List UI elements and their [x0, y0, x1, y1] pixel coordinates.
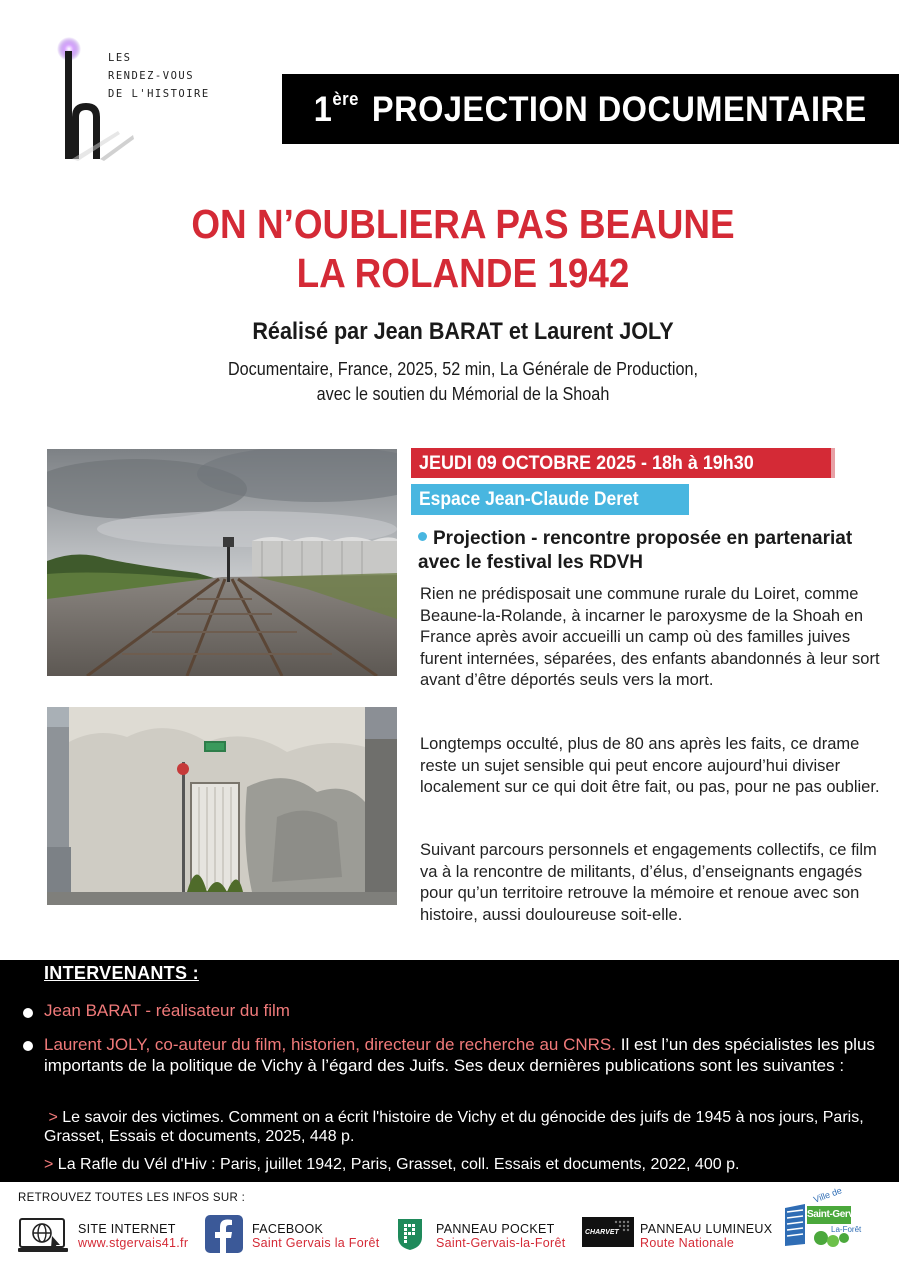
- town-logo: [783, 1185, 867, 1252]
- footer-item-pocket[interactable]: [436, 1222, 566, 1250]
- facebook-icon[interactable]: [205, 1215, 243, 1253]
- header-banner: [282, 74, 899, 144]
- charvet-logo: [582, 1217, 634, 1247]
- banner-number: 1: [314, 89, 333, 129]
- footer-site-url[interactable]: www.stgervais41.fr: [78, 1236, 189, 1250]
- film-title: [46, 200, 879, 298]
- footer-lumineux-label: PANNEAU LUMINEUX: [640, 1222, 773, 1236]
- charvet-logo-text: CHARVET: [585, 1229, 619, 1236]
- event-place-box: [411, 484, 689, 515]
- publication-marker: >: [48, 1109, 58, 1126]
- footer-item-lumineux: [640, 1222, 772, 1250]
- directors-line: Réalisé par Jean BARAT et Laurent JOLY: [252, 318, 674, 345]
- footer-pocket-label: PANNEAU POCKET: [436, 1222, 555, 1236]
- globe-computer-icon: [18, 1218, 70, 1254]
- publication-1-text: Le savoir des victimes. Comment on a écrit l'histoire de Vichy et du génocide des juifs de 1945 à nos jours, Paris, Grasset, Essais et documents, 2025, 448 p.: [44, 1109, 864, 1145]
- railway-tracks-photo: [47, 449, 397, 676]
- event-place: Espace Jean-Claude Deret: [419, 489, 639, 510]
- description-paragraph-3: Suivant parcours personnels et engagements collectifs, ce film va à la rencontre de militants, d’élus, d’enseignants engagés pour qu’un territoire retrouve la mémoire et renoue avec son histoire, aussi douloureuse soit-elle.: [420, 841, 877, 924]
- town-logo-line-3: La-Forêt: [831, 1225, 862, 1234]
- event-headline: [418, 527, 878, 575]
- footer-site-label: SITE INTERNET: [78, 1222, 176, 1236]
- speaker-2-name: Laurent JOLY, co-auteur du film, historien, directeur de recherche au CNRS.: [44, 1035, 616, 1054]
- film-title-line-2: LA ROLANDE 1942: [296, 250, 630, 296]
- bullet-icon: [23, 1041, 33, 1051]
- publication-1: [44, 1108, 894, 1146]
- bullet-icon: [418, 532, 427, 541]
- footer-facebook-label: FACEBOOK: [252, 1222, 324, 1236]
- film-info-line-2: avec le soutien du Mémorial de la Shoah: [316, 384, 610, 404]
- publication-2: [44, 1155, 894, 1174]
- publication-marker: >: [44, 1156, 54, 1173]
- speaker-1: Jean BARAT - réalisateur du film: [44, 1001, 290, 1020]
- banner-sup: ère: [332, 88, 360, 109]
- panneau-pocket-icon: [395, 1217, 425, 1251]
- event-date: JEUDI 09 OCTOBRE 2025 - 18h à 19h30: [419, 452, 754, 474]
- film-title-line-1: ON N’OUBLIERA PAS BEAUNE: [191, 201, 735, 247]
- publication-2-text: La Rafle du Vél d'Hiv : Paris, juillet 1942, Paris, Grasset, coll. Essais et documents, 2022, 400 p.: [57, 1156, 740, 1173]
- speaker-2: [44, 1034, 894, 1076]
- description-paragraph-1: Rien ne prédisposait une commune rurale du Loiret, comme Beaune-la-Rolande, à incarner le paroxysme de la Shoah en France après avoir accueilli un camp où des familles juives furent internées, séparées, des enfants abandonnés à leur sort avant d’être déportés seuls vers la mort.: [420, 585, 880, 690]
- town-logo-line-1: Ville de: [812, 1185, 844, 1205]
- town-logo-line-2: Saint-Gervais: [807, 1209, 867, 1220]
- event-date-box: [411, 448, 835, 478]
- description-paragraph-2: Longtemps occulté, plus de 80 ans après les faits, ce drame reste un sujet sensible qui peut encore aujourd’hui diviser localement sur ce qui doit être fait, ou pas, pour ne pas oublier.: [420, 735, 880, 797]
- event-headline-text: Projection - rencontre proposée en partenariat avec le festival les RDVH: [418, 528, 853, 573]
- logo-text: [108, 49, 210, 103]
- film-info: [46, 357, 879, 407]
- footer-lumineux-sub: Route Nationale: [640, 1236, 735, 1250]
- logo-line-3: DE L'HISTOIRE: [108, 88, 210, 100]
- speakers-title: INTERVENANTS :: [44, 963, 199, 983]
- film-info-line-1: Documentaire, France, 2025, 52 min, La Générale de Production,: [227, 359, 699, 379]
- footer-title: RETROUVEZ TOUTES LES INFOS SUR :: [18, 1192, 246, 1204]
- footer-facebook-page[interactable]: Saint Gervais la Forêt: [252, 1236, 380, 1250]
- logo-line-1: LES: [108, 52, 132, 64]
- logo-line-2: RENDEZ-VOUS: [108, 70, 195, 82]
- speakers-section: [0, 960, 899, 1182]
- banner-title: PROJECTION DOCUMENTAIRE: [372, 89, 867, 129]
- banner-text: [314, 89, 867, 130]
- speaker-2-bio: Il est l’un des spécialistes les plus importants de la politique de Vichy à l’égard des Juifs. Ses deux dernières publications sont les suivantes :: [44, 1035, 875, 1075]
- bullet-icon: [23, 1008, 33, 1018]
- footer-pocket-sub: Saint-Gervais-la-Forêt: [436, 1236, 566, 1250]
- footer-item-site[interactable]: [78, 1222, 188, 1250]
- old-wall-door-photo: [47, 707, 397, 905]
- footer-item-facebook[interactable]: [252, 1222, 379, 1250]
